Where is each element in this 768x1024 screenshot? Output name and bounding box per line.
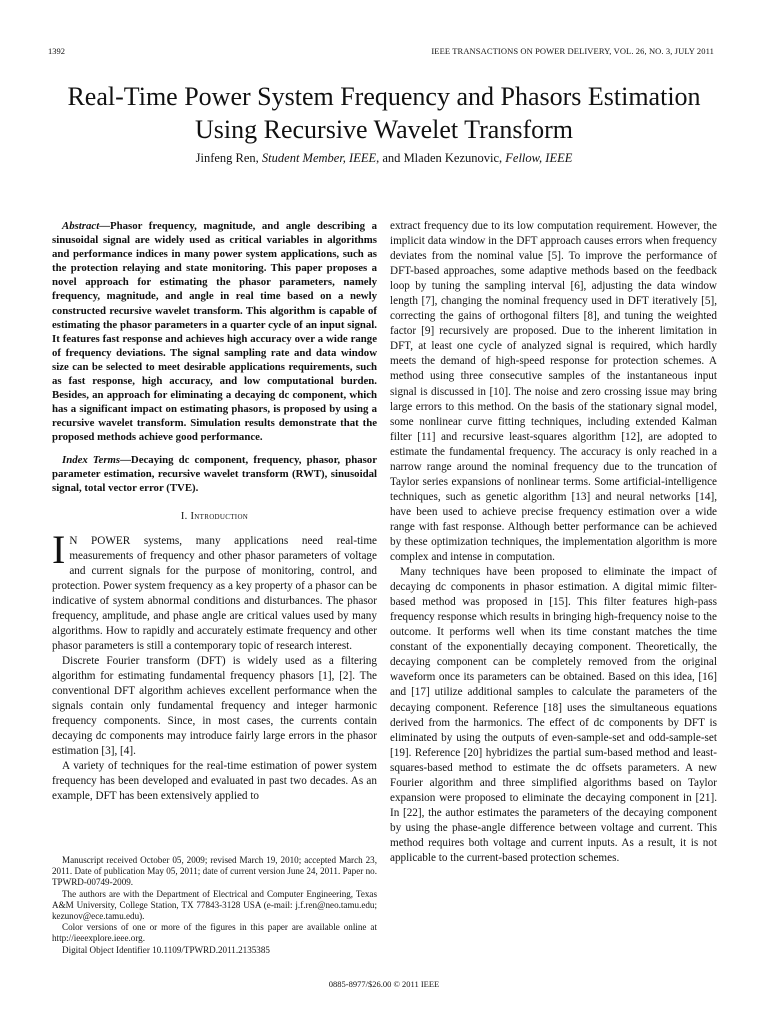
footer-copyright: 0885-8977/$26.00 © 2011 IEEE [328,979,440,989]
footnote: Digital Object Identifier 10.1109/TPWRD.2011.2135385 [62,944,270,955]
section-heading [52,509,377,524]
intro-paragraph: A variety of techniques for the real-time estimation of power system frequency has been developed and evaluated in past two decades. As an example, DFT has been extensively applied to [52,759,377,802]
author-name: Jinfeng Ren [195,151,256,165]
author-line: Jinfeng Ren, Student Member, IEEE, and Mladen Kezunovic, Fellow, IEEE [195,151,573,165]
index-terms-label: Index Terms [62,453,121,466]
index-terms [52,453,377,495]
author-conjunction: and [382,151,401,165]
page-number: 1392 [48,46,65,56]
abstract [52,219,377,445]
footnotes [52,855,377,956]
author-role: Fellow, IEEE [505,151,573,165]
section-title: Introduction [190,510,249,522]
footnote: The authors are with the Department of Electrical and Computer Engineering, Texas A&M University, College Station, TX 77843-3128 USA (e-mail: j.f.ren@neo.tamu.edu; kezunov@ece.tamu.edu). [52,888,377,922]
author-name: Mladen Kezunovic [403,151,500,165]
left-column [52,219,377,804]
index-terms-text: —Decaying dc component, frequency, phasor, phasor parameter estimation, recursive wavelet transform (RWT), sinusoidal signal, total vector error (TVE). [52,453,377,494]
body-paragraph: extract frequency due to its low computation requirement. However, the implicit data window in the DFT approach causes errors when frequency deviates from the nominal value [5]. To improve the performance of DFT-based approaches, some adaptive methods based on the feedback loop by tuning the sampling interval [6], adjusting the data window length [7], changing the nominal frequency used in DFT iteratively [5], correcting the gains of orthogonal filters [8], and tuning the weighted factor [9] recursively are proposed. Due to the inherent limitation in DFT, at least one cycle of analyzed signal is required, which hardly meets the demand of high-speed response for protection schemes. A method using three consecutive samples of the instantaneous input signal is discussed in [10]. The noise and zero crossing issue may bring large errors to this method. On the basis of the stationary signal model, some nonlinear curve fitting techniques, including extended Kalman filter [11] and recursive least-squares algorithm [12], are adopted to estimate the fundamental frequency. The accuracy is only reached in a narrow range around the nominal frequency due to the truncation of Taylor series expansions of nonlinear terms. Some artificial-intelligence techniques, such as genetic algorithm [13] and neural networks [14], have been used to achieve precise frequency estimation over a wide range with fast response. Although better performance can be achieved by these optimization techniques, the implementation algorithm is more complex and intense in computation. [390,220,717,564]
abstract-label: Abstract [62,220,100,232]
drop-cap: I [52,526,66,572]
section-number: I. [180,510,188,522]
intro-paragraph: Discrete Fourier transform (DFT) is widely used as a filtering algorithm for estimating fundamental frequency phasors [1], [2]. The conventional DFT algorithm achieves excellent performance when the signals contain only fundamental frequency and integer harmonic frequency components. Since, in most cases, the currents contain decaying dc components may introduce fairly large errors in the phasor estimation [3], [4]. [52,654,377,757]
footnote: Color versions of one or more of the figures in this paper are available online at http://ieeexplore.ieee.org. [52,922,377,944]
intro-paragraph-text: N POWER systems, many applications need real-time measurements of frequency and other phasor parameters of voltage and current signals for the purpose of monitoring, control, and protection. Power system frequency as a key property of a phasor can be indicative of system abnormal conditions and disturbances. The phasor frequency, amplitude, and phase angle are critical values used by many algorithms. How to rapidly and accurately estimate frequency and other phasor parameters is still a contemporary topic of research interest. [52,534,377,652]
paper-title: Real-Time Power System Frequency and Phasors Estimation Using Recursive Wavelet Transform [67,82,701,144]
abstract-text: —Phasor frequency, magnitude, and angle describing a sinusoidal signal are widely used as critical variables in algorithms and performance indices in many power system applications, such as the protection relaying and state monitoring. This paper proposes a novel approach for estimating the phasor parameters, namely frequency, magnitude, and angle in real time based on a newly constructed recursive wavelet transform. This algorithm is capable of estimating the phasor parameters in a quarter cycle of an input signal. It features fast response and achieves high accuracy over a wide range of frequency deviations. The signal sampling rate and data window size can be selected to meet desirable applications requirements, such as fast response, high accuracy, and low computational burden. Besides, an approach for eliminating a decaying dc component, which has a significant impact on estimating phasors, is proposed by using a recursive wavelet transform. Simulation results demonstrate that the proposed methods achieve good performance. [52,220,377,444]
footnote: Manuscript received October 05, 2009; revised March 19, 2010; accepted March 23, 2011. Date of publication May 05, 2011; date of current version June 24, 2011. Paper no. TPWRD-00749-2009. [52,855,377,888]
journal-header: IEEE TRANSACTIONS ON POWER DELIVERY, VOL. 26, NO. 3, JULY 2011 [431,46,714,56]
right-column [390,219,717,866]
author-role: Student Member, IEEE [261,151,377,165]
body-paragraph: Many techniques have been proposed to eliminate the impact of decaying dc components in phasor estimation. A digital mimic filter-based method was proposed in [15]. This filter features high-pass frequency response which results in bringing high-frequency noise to the outcome. It performs well when its time constant matches the time constant of the exponentially decaying component. Theoretically, the decaying component can be completely removed from the original waveform once its parameters can be obtained. Based on this idea, [16] and [17] utilize additional samples to calculate the parameters of the decaying component. Reference [18] uses the simultaneous equations derived from the harmonics. The effect of dc components by DFT is eliminated by using the outputs of even-sample-set and odd-sample-set [19]. Reference [20] hybridizes the partial sum-based method and least-squares-based method to estimate the dc offsets parameters. A new Fourier algorithm and three simplified algorithms based on Taylor expansion were proposed to eliminate the decaying component in [21]. In [22], the author estimates the parameters of the decaying component by using the phase-angle difference between voltage and current. This method requires both voltage and current inputs. As a result, it is not applicable to the current-based protection schemes. [390,566,717,864]
intro-paragraph [52,526,377,654]
